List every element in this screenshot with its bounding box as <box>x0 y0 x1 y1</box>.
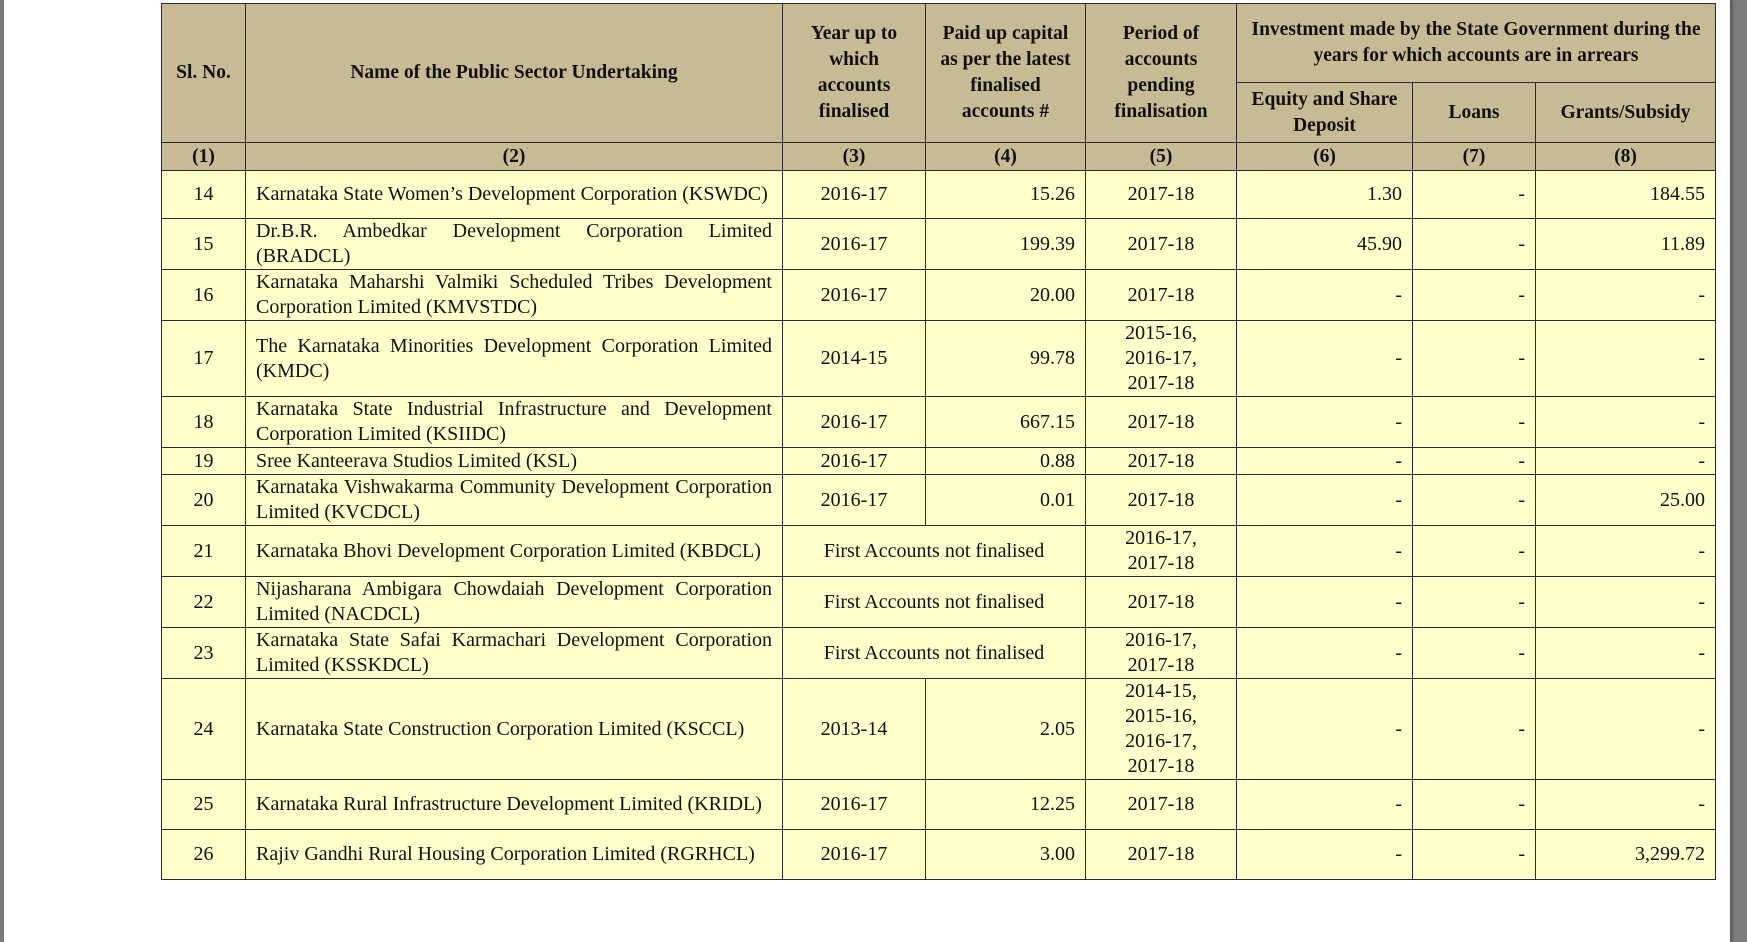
cell-equity: - <box>1237 526 1413 577</box>
cell-period-pending <box>1086 270 1237 321</box>
period-line: 2017-18 <box>1127 232 1195 255</box>
cell-year-finalised: 2013-14 <box>783 679 926 780</box>
cell-paid-up-capital: 20.00 <box>926 270 1086 321</box>
cell-paid-up-capital: 0.01 <box>926 475 1086 526</box>
cell-period-pending <box>1086 448 1237 475</box>
cell-psu-name: Karnataka State Safai Karmachari Development Corporation Limited (KSSKDCL) <box>246 628 783 679</box>
header-psu-name: Name of the Public Sector Undertaking <box>246 4 783 143</box>
period-line: 2017-18 <box>1127 590 1195 613</box>
header-paid-up-capital: Paid up capital as per the latest finalised accounts # <box>926 4 1086 143</box>
cell-grants: - <box>1536 780 1716 830</box>
cell-paid-up-capital: 2.05 <box>926 679 1086 780</box>
cell-paid-up-capital: 15.26 <box>926 171 1086 219</box>
cell-sl-no: 15 <box>162 219 246 270</box>
cell-equity: - <box>1237 577 1413 628</box>
header-sl-no: Sl. No. <box>162 4 246 143</box>
period-line: 2016-17, <box>1125 629 1197 651</box>
cell-grants: 11.89 <box>1536 219 1716 270</box>
table-header <box>162 4 1716 171</box>
cell-equity: - <box>1237 780 1413 830</box>
cell-equity: - <box>1237 628 1413 679</box>
header-col-number: (7) <box>1413 143 1536 171</box>
cell-sl-no: 18 <box>162 397 246 448</box>
cell-psu-name: Sree Kanteerava Studios Limited (KSL) <box>246 448 783 475</box>
cell-period-pending <box>1086 628 1237 679</box>
cell-period-pending <box>1086 219 1237 270</box>
cell-psu-name: Karnataka Maharshi Valmiki Scheduled Tribes Development Corporation Limited (KMVSTDC) <box>246 270 783 321</box>
cell-sl-no: 14 <box>162 171 246 219</box>
cell-paid-up-capital: 12.25 <box>926 780 1086 830</box>
cell-equity: - <box>1237 830 1413 880</box>
header-col-number: (3) <box>783 143 926 171</box>
cell-year-finalised: 2016-17 <box>783 830 926 880</box>
psu-accounts-table <box>161 3 1716 880</box>
cell-grants: - <box>1536 526 1716 577</box>
cell-sl-no: 23 <box>162 628 246 679</box>
cell-equity: - <box>1237 679 1413 780</box>
period-line: 2014-15, <box>1125 680 1197 702</box>
cell-year-finalised: 2014-15 <box>783 321 926 397</box>
cell-sl-no: 24 <box>162 679 246 780</box>
cell-paid-up-capital: 3.00 <box>926 830 1086 880</box>
period-line: 2017-18 <box>1127 755 1195 777</box>
cell-loans: - <box>1413 448 1536 475</box>
cell-period-pending <box>1086 475 1237 526</box>
header-col-number: (4) <box>926 143 1086 171</box>
cell-paid-up-capital: 99.78 <box>926 321 1086 397</box>
period-line: 2017-18 <box>1127 410 1195 433</box>
cell-sl-no: 19 <box>162 448 246 475</box>
header-col-number: (5) <box>1086 143 1237 171</box>
cell-year-finalised: 2016-17 <box>783 448 926 475</box>
cell-year-finalised: 2016-17 <box>783 219 926 270</box>
period-line: 2016-17, <box>1125 527 1197 549</box>
cell-loans: - <box>1413 830 1536 880</box>
header-grants: Grants/Subsidy <box>1536 83 1716 143</box>
cell-paid-up-capital: 0.88 <box>926 448 1086 475</box>
cell-period-pending <box>1086 577 1237 628</box>
period-line: 2017-18 <box>1127 654 1195 676</box>
table-row <box>162 448 1716 475</box>
cell-grants: - <box>1536 321 1716 397</box>
cell-loans: - <box>1413 526 1536 577</box>
cell-period-pending <box>1086 679 1237 780</box>
cell-period-pending <box>1086 171 1237 219</box>
cell-equity: 45.90 <box>1237 219 1413 270</box>
table-row <box>162 171 1716 219</box>
cell-paid-up-capital: 199.39 <box>926 219 1086 270</box>
cell-period-pending <box>1086 397 1237 448</box>
table-row <box>162 475 1716 526</box>
cell-first-accounts-note: First Accounts not finalised <box>783 526 1086 577</box>
cell-loans: - <box>1413 270 1536 321</box>
cell-equity: - <box>1237 397 1413 448</box>
header-col-number: (1) <box>162 143 246 171</box>
period-line: 2016-17, <box>1125 730 1197 752</box>
table-row <box>162 780 1716 830</box>
cell-grants: 3,299.72 <box>1536 830 1716 880</box>
cell-loans: - <box>1413 628 1536 679</box>
cell-sl-no: 16 <box>162 270 246 321</box>
header-equity: Equity and Share Deposit <box>1237 83 1413 143</box>
cell-loans: - <box>1413 679 1536 780</box>
table-body <box>162 171 1716 880</box>
period-line: 2016-17, <box>1125 347 1197 369</box>
cell-year-finalised: 2016-17 <box>783 397 926 448</box>
cell-period-pending <box>1086 830 1237 880</box>
cell-loans: - <box>1413 397 1536 448</box>
cell-sl-no: 25 <box>162 780 246 830</box>
table-row <box>162 270 1716 321</box>
header-col-number: (2) <box>246 143 783 171</box>
cell-first-accounts-note: First Accounts not finalised <box>783 577 1086 628</box>
table-row <box>162 526 1716 577</box>
cell-psu-name: Karnataka State Industrial Infrastructure and Development Corporation Limited (KSIIDC) <box>246 397 783 448</box>
header-year-finalised: Year up to which accounts finalised <box>783 4 926 143</box>
cell-psu-name: Karnataka Vishwakarma Community Development Corporation Limited (KVCDCL) <box>246 475 783 526</box>
header-period-pending: Period of accounts pending finalisation <box>1086 4 1237 143</box>
period-line: 2017-18 <box>1127 372 1195 394</box>
cell-psu-name: Karnataka Bhovi Development Corporation Limited (KBDCL) <box>246 526 783 577</box>
cell-loans: - <box>1413 577 1536 628</box>
cell-sl-no: 17 <box>162 321 246 397</box>
cell-psu-name: Rajiv Gandhi Rural Housing Corporation Limited (RGRHCL) <box>246 830 783 880</box>
cell-year-finalised: 2016-17 <box>783 780 926 830</box>
table-row <box>162 679 1716 780</box>
cell-loans: - <box>1413 171 1536 219</box>
cell-grants: - <box>1536 270 1716 321</box>
period-line: 2017-18 <box>1127 552 1195 574</box>
cell-sl-no: 21 <box>162 526 246 577</box>
cell-psu-name: Karnataka Rural Infrastructure Development Limited (KRIDL) <box>246 780 783 830</box>
period-line: 2017-18 <box>1127 449 1195 472</box>
cell-grants: - <box>1536 628 1716 679</box>
cell-sl-no: 20 <box>162 475 246 526</box>
period-line: 2017-18 <box>1127 488 1195 511</box>
cell-grants: - <box>1536 577 1716 628</box>
cell-first-accounts-note: First Accounts not finalised <box>783 628 1086 679</box>
cell-equity: - <box>1237 270 1413 321</box>
cell-grants: 25.00 <box>1536 475 1716 526</box>
cell-loans: - <box>1413 219 1536 270</box>
cell-loans: - <box>1413 321 1536 397</box>
header-col-number: (6) <box>1237 143 1413 171</box>
cell-equity: - <box>1237 448 1413 475</box>
cell-period-pending <box>1086 780 1237 830</box>
period-line: 2015-16, <box>1125 322 1197 344</box>
cell-psu-name: Nijasharana Ambigara Chowdaiah Development Corporation Limited (NACDCL) <box>246 577 783 628</box>
cell-loans: - <box>1413 780 1536 830</box>
header-col-number: (8) <box>1536 143 1716 171</box>
table-row <box>162 628 1716 679</box>
cell-loans: - <box>1413 475 1536 526</box>
table-row <box>162 321 1716 397</box>
cell-equity: - <box>1237 475 1413 526</box>
cell-year-finalised: 2016-17 <box>783 270 926 321</box>
period-line: 2017-18 <box>1127 283 1195 306</box>
cell-psu-name: Dr.B.R. Ambedkar Development Corporation Limited (BRADCL) <box>246 219 783 270</box>
cell-period-pending <box>1086 321 1237 397</box>
table-row <box>162 577 1716 628</box>
cell-grants: 184.55 <box>1536 171 1716 219</box>
cell-paid-up-capital: 667.15 <box>926 397 1086 448</box>
cell-sl-no: 22 <box>162 577 246 628</box>
cell-year-finalised: 2016-17 <box>783 475 926 526</box>
table-row <box>162 397 1716 448</box>
cell-psu-name: Karnataka State Women’s Development Corporation (KSWDC) <box>246 171 783 219</box>
period-line: 2017-18 <box>1127 843 1195 865</box>
cell-sl-no: 26 <box>162 830 246 880</box>
table-row <box>162 219 1716 270</box>
period-line: 2017-18 <box>1127 793 1195 815</box>
period-line: 2017-18 <box>1127 183 1195 205</box>
cell-grants: - <box>1536 448 1716 475</box>
cell-period-pending <box>1086 526 1237 577</box>
header-loans: Loans <box>1413 83 1536 143</box>
cell-grants: - <box>1536 397 1716 448</box>
cell-equity: - <box>1237 321 1413 397</box>
table-row <box>162 830 1716 880</box>
period-line: 2015-16, <box>1125 705 1197 727</box>
cell-equity: 1.30 <box>1237 171 1413 219</box>
cell-psu-name: Karnataka State Construction Corporation Limited (KSCCL) <box>246 679 783 780</box>
cell-grants: - <box>1536 679 1716 780</box>
cell-psu-name: The Karnataka Minorities Development Corporation Limited (KMDC) <box>246 321 783 397</box>
header-investment-group: Investment made by the State Government during the years for which accounts are in arrears <box>1237 4 1716 83</box>
cell-year-finalised: 2016-17 <box>783 171 926 219</box>
document-page <box>4 0 1730 942</box>
